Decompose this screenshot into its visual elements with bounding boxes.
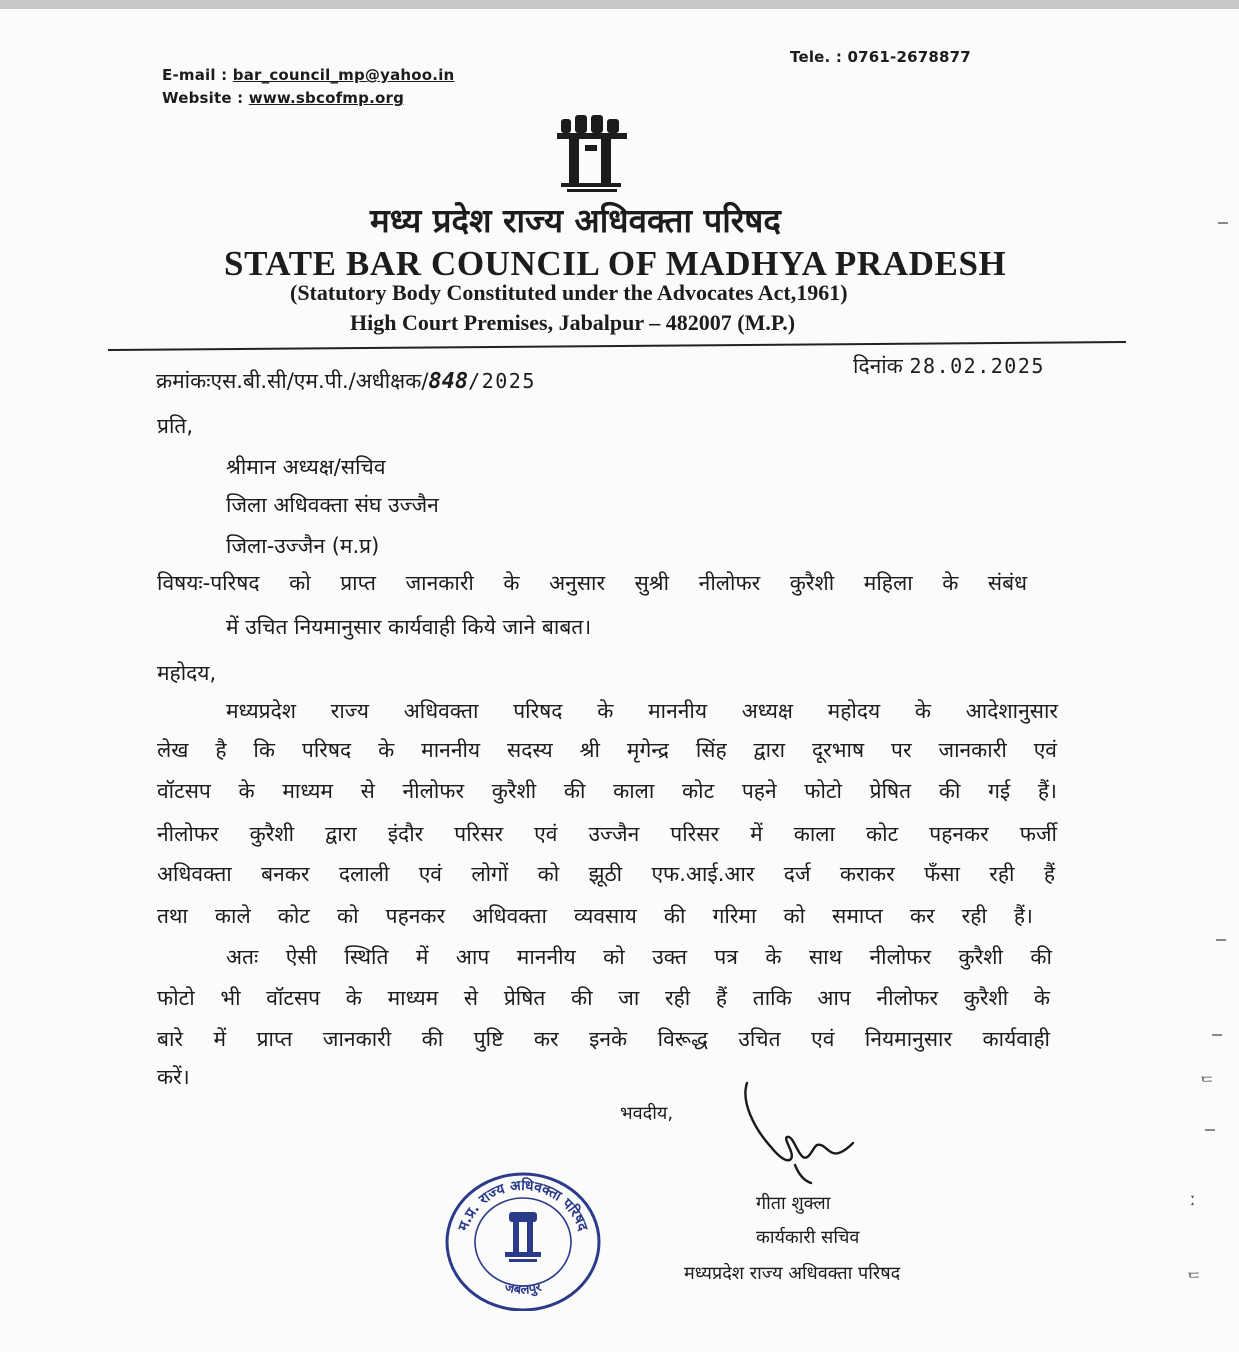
council-subtitle: (Statutory Body Constituted under the Advocates Act,1961) [290, 280, 848, 305]
council-title-english: STATE BAR COUNCIL OF MADHYA PRADESH [224, 244, 1007, 283]
body-p1-line-6: तथा काले कोट को पहनकर अधिवक्ता व्यवसाय की गरिमा को समाप्त कर रही हैं। [157, 904, 1033, 928]
national-emblem-icon [555, 115, 629, 199]
body-p1-line-5: अधिवक्ता बनकर दलाली एवं लोगों को झूठी एफ.आई.आर दर्ज कराकर फँसा रही हैं [157, 862, 1055, 886]
addressee-line-2: जिला अधिवक्ता संघ उज्जैन [226, 493, 439, 517]
salutation: महोदय, [157, 661, 217, 685]
website-link[interactable]: www.sbcofmp.org [248, 89, 405, 107]
margin-tick [1216, 939, 1226, 941]
header-divider [108, 341, 1126, 351]
email-line [162, 66, 454, 84]
email-label: E-mail : [162, 66, 228, 84]
prati: प्रति, [157, 414, 194, 438]
letter-page [0, 9, 1239, 1352]
website-label: Website : [162, 89, 244, 107]
reference-handwritten-number: 848 [428, 369, 469, 394]
phone-number: Tele. : 0761-2678877 [790, 48, 971, 66]
reference-number [156, 367, 536, 395]
body-p1-line-1: मध्यप्रदेश राज्य अधिवक्ता परिषद के माननीय अध्यक्ष महोदय के आदेशानुसार [226, 699, 1058, 723]
date-label: दिनांक [853, 354, 903, 378]
subject-line-1: विषयः-परिषद को प्राप्त जानकारी के अनुसार सुश्री नीलोफर कुरैशी महिला के संबंध [157, 571, 1027, 595]
signatory-designation: कार्यकारी सचिव [756, 1227, 860, 1248]
signatory-name: गीता शुक्ला [756, 1193, 831, 1214]
margin-artifact: ᄃ [1185, 1271, 1203, 1292]
scan-top-band [0, 0, 1239, 9]
margin-tick [1205, 1129, 1215, 1131]
body-p2-line-2: फोटो भी वॉटसप के माध्यम से प्रेषित की जा रही हैं ताकि आप नीलोफर कुरैशी के [157, 986, 1050, 1010]
council-address: High Court Premises, Jabalpur – 482007 (M.P.) [350, 310, 796, 335]
council-title-hindi: मध्य प्रदेश राज्य अधिवक्ता परिषद [370, 201, 781, 240]
body-p2-line-3: बारे में प्राप्त जानकारी की पुष्टि कर इनके विरूद्ध उचित एवं नियमानुसार कार्यवाही [157, 1027, 1050, 1051]
reference-year: /2025 [468, 369, 536, 393]
closing-bhavdiya: भवदीय, [620, 1103, 674, 1124]
signatory-organization: मध्यप्रदेश राज्य अधिवक्ता परिषद [684, 1263, 901, 1284]
subject-line-2: में उचित नियमानुसार कार्यवाही किये जाने बाबत। [226, 615, 592, 639]
addressee-line-3: जिला-उज्जैन (म.प्र) [226, 534, 380, 558]
website-line [162, 89, 404, 107]
margin-tick [1212, 1034, 1222, 1036]
seal-bottom-text: जबलपुर [502, 1279, 544, 1298]
letter-date [853, 352, 1045, 380]
signature-icon [735, 1081, 875, 1191]
body-p2-line-1: अतः ऐसी स्थिति में आप माननीय को उक्त पत्र के साथ नीलोफर कुरैशी की [226, 945, 1052, 969]
margin-artifact: ᄃ [1198, 1075, 1216, 1096]
body-p1-line-3: वॉटसप के माध्यम से नीलोफर कुरैशी की काला कोट पहने फोटो प्रेषित की गई हैं। [157, 779, 1057, 803]
official-seal-icon [443, 1166, 603, 1311]
date-value: 28.02.2025 [909, 354, 1045, 378]
margin-tick [1218, 222, 1228, 224]
body-p2-line-4: करें। [157, 1065, 190, 1089]
margin-artifact: ː [1190, 1189, 1197, 1210]
addressee-line-1: श्रीमान अध्यक्ष/सचिव [226, 455, 386, 479]
seal-top-text: म.प्र. राज्य अधिवक्ता परिषद [455, 1177, 591, 1234]
body-p1-line-4: नीलोफर कुरैशी द्वारा इंदौर परिसर एवं उज्जैन परिसर में काला कोट पहनकर फर्जी [157, 822, 1057, 846]
reference-prefix: क्रमांकःएस.बी.सी/एम.पी./अधीक्षक/ [156, 369, 429, 393]
body-p1-line-2: लेख है कि परिषद के माननीय सदस्य श्री मृगेन्द्र सिंह द्वारा दूरभाष पर जानकारी एवं [157, 738, 1057, 762]
email-address[interactable]: bar_council_mp@yahoo.in [232, 66, 455, 84]
